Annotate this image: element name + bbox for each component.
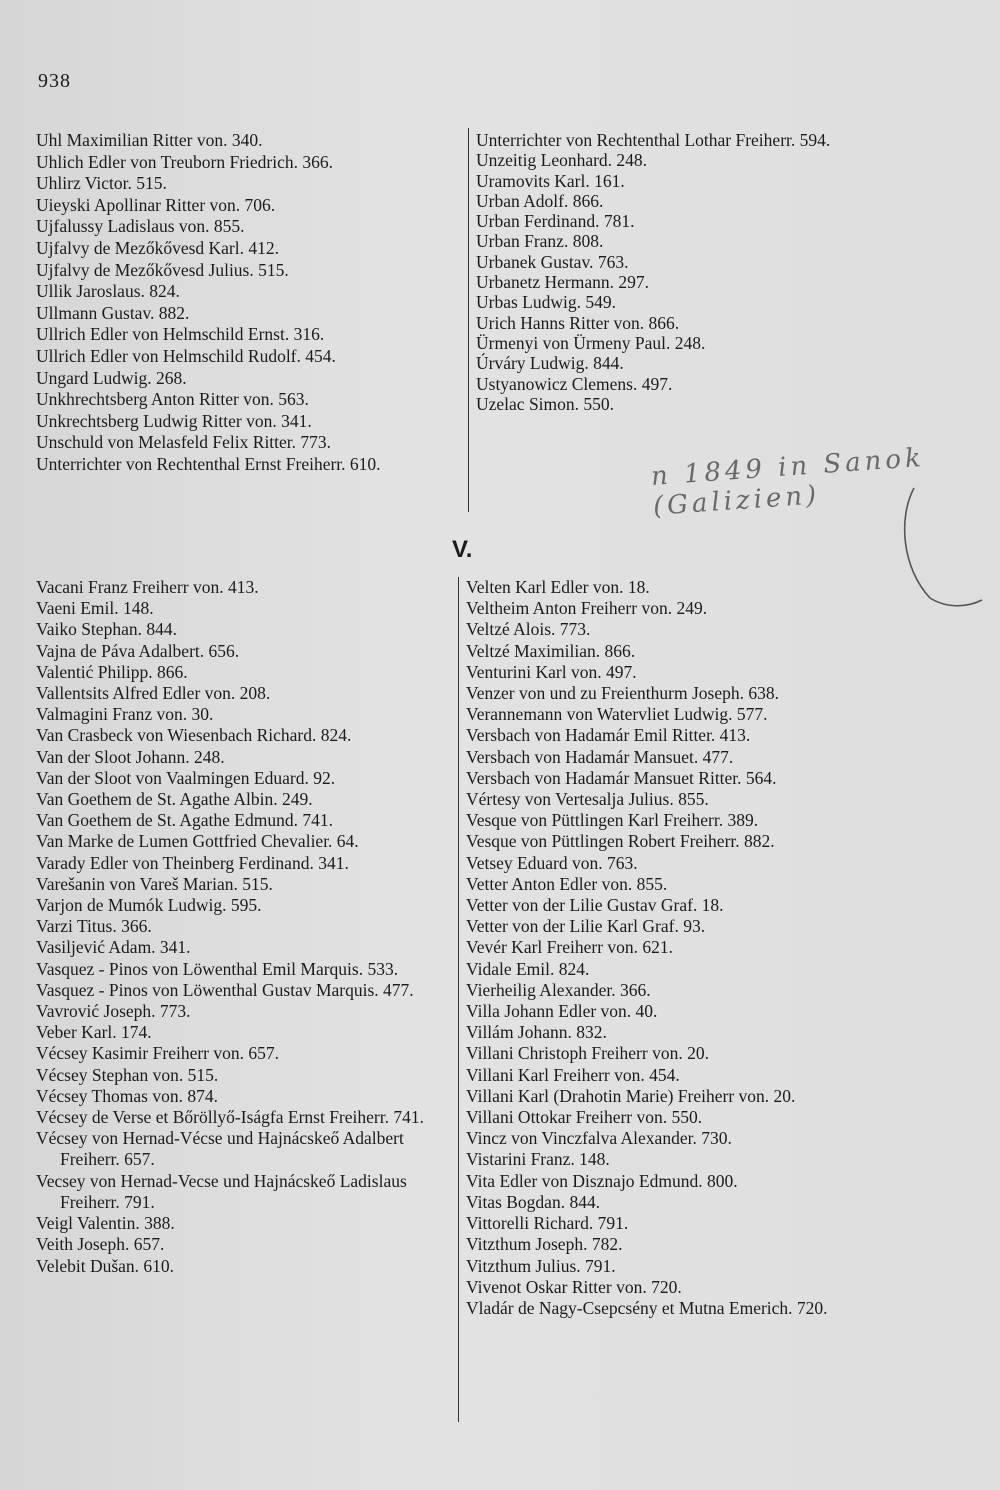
index-entry: Vladár de Nagy-Csepcsény et Mutna Emerich. 720. [466, 1297, 828, 1318]
index-entry: Velebit Dušan. 610. [36, 1255, 175, 1276]
index-entry: Veltheim Anton Freiherr von. 249. [466, 598, 708, 619]
index-entry: Versbach von Hadamár Emil Ritter. 413. [466, 725, 751, 746]
index-entry: Villani Ottokar Freiherr von. 550. [466, 1107, 703, 1128]
index-entry: Uhlirz Victor. 515. [36, 173, 167, 194]
index-entry: Ullrich Edler von Helmschild Ernst. 316. [36, 324, 325, 345]
index-entry: Villani Karl (Drahotin Marie) Freiherr von. 20. [466, 1085, 796, 1106]
index-entry: Urban Adolf. 866. [476, 190, 604, 211]
column-divider-top [468, 128, 469, 512]
index-entry: Ujfalussy Ladislaus von. 855. [36, 216, 245, 237]
index-entry: Vértesy von Vertesalja Julius. 855. [466, 789, 709, 810]
index-entry: Unkhrechtsberg Anton Ritter von. 563. [36, 389, 309, 410]
index-entry: Ujfalvy de Mezőkővesd Karl. 412. [36, 237, 279, 258]
handwritten-annotation: n 1849 in Sanok (Galizien) [650, 442, 926, 522]
index-entry: Vetter von der Lilie Karl Graf. 93. [466, 916, 706, 937]
index-entry: Valentić Philipp. 866. [36, 661, 188, 682]
index-entry: Van Marke de Lumen Gottfried Chevalier. 64. [36, 831, 359, 852]
index-entry: Úrváry Ludwig. 844. [476, 353, 624, 374]
index-entry: Uramovits Karl. 161. [476, 170, 625, 191]
index-entry: Unterrichter von Rechtenthal Ernst Freiherr. 610. [36, 453, 381, 474]
index-entry: Vécsey Kasimir Freiherr von. 657. [36, 1043, 279, 1064]
index-entry: Varešanin von Vareš Marian. 515. [36, 873, 273, 894]
index-entry: Urich Hanns Ritter von. 866. [476, 312, 680, 333]
index-entry: Urban Franz. 808. [476, 231, 604, 252]
index-entry: Vistarini Franz. 148. [466, 1149, 610, 1170]
index-column-bottom-right [466, 577, 896, 1319]
index-entry: Ullmann Gustav. 882. [36, 302, 190, 323]
index-entry: Vitzthum Joseph. 782. [466, 1234, 623, 1255]
page-number: 938 [38, 70, 71, 92]
index-entry: Vivenot Oskar Ritter von. 720. [466, 1276, 682, 1297]
index-column-top-left [36, 130, 461, 476]
index-entry: Ürmenyi von Ürmeny Paul. 248. [476, 332, 706, 353]
index-entry: Urban Ferdinand. 781. [476, 211, 635, 232]
index-entry: Vincz von Vinczfalva Alexander. 730. [466, 1128, 732, 1149]
index-entry: Vajna de Páva Adalbert. 656. [36, 640, 240, 661]
index-entry: Van Goethem de St. Agathe Albin. 249. [36, 789, 313, 810]
index-entry: Veber Karl. 174. [36, 1022, 152, 1043]
index-entry: Veigl Valentin. 388. [36, 1213, 175, 1234]
index-column-top-right [476, 130, 896, 414]
index-entry: Ustyanowicz Clemens. 497. [476, 373, 673, 394]
index-entry: Villa Johann Edler von. 40. [466, 1001, 658, 1022]
index-entry: Uhl Maximilian Ritter von. 340. [36, 130, 263, 150]
index-column-bottom-left [36, 577, 452, 1277]
index-entry: Van Goethem de St. Agathe Edmund. 741. [36, 810, 333, 831]
index-entry: Ujfalvy de Mezőkővesd Julius. 515. [36, 259, 289, 280]
index-entry: Ullrich Edler von Helmschild Rudolf. 454. [36, 345, 336, 366]
index-entry: Venzer von und zu Freienthurm Joseph. 638. [466, 683, 779, 704]
index-entry: Vavrović Joseph. 773. [36, 1001, 191, 1022]
index-entry: Uhlich Edler von Treuborn Friedrich. 366. [36, 151, 333, 172]
index-entry: Villani Karl Freiherr von. 454. [466, 1064, 680, 1085]
index-entry: Vecsey von Hernad-Vecse und Hajnácskeő Ladislaus Freiherr. 791. [36, 1170, 407, 1212]
index-entry: Urbanek Gustav. 763. [476, 251, 629, 272]
index-entry: Veltzé Maximilian. 866. [466, 640, 636, 661]
index-entry: Vittorelli Richard. 791. [466, 1213, 629, 1234]
index-entry: Vesque von Püttlingen Robert Freiherr. 882. [466, 831, 775, 852]
index-entry: Unkrechtsberg Ludwig Ritter von. 341. [36, 410, 312, 431]
index-entry: Unzeitig Leonhard. 248. [476, 150, 648, 171]
index-entry: Veltzé Alois. 773. [466, 619, 591, 640]
index-entry: Veith Joseph. 657. [36, 1234, 165, 1255]
index-entry: Ungard Ludwig. 268. [36, 367, 187, 388]
index-entry: Vasquez - Pinos von Löwenthal Gustav Marquis. 477. [36, 979, 414, 1000]
index-entry: Venturini Karl von. 497. [466, 661, 637, 682]
index-entry: Villani Christoph Freiherr von. 20. [466, 1043, 709, 1064]
index-entry: Vidale Emil. 824. [466, 958, 590, 979]
index-entry: Vitas Bogdan. 844. [466, 1191, 601, 1212]
index-entry: Varzi Titus. 366. [36, 916, 152, 937]
index-entry: Vita Edler von Disznajo Edmund. 800. [466, 1170, 738, 1191]
index-entry: Urbas Ludwig. 549. [476, 292, 616, 313]
index-entry: Vallentsits Alfred Edler von. 208. [36, 683, 271, 704]
index-entry: Vesque von Püttlingen Karl Freiherr. 389. [466, 810, 759, 831]
index-entry: Van der Sloot von Vaalmingen Eduard. 92. [36, 767, 336, 788]
index-entry: Van der Sloot Johann. 248. [36, 746, 225, 767]
index-entry: Vécsey Thomas von. 874. [36, 1085, 218, 1106]
index-entry: Vetsey Eduard von. 763. [466, 852, 638, 873]
index-entry: Varjon de Mumók Ludwig. 595. [36, 895, 262, 916]
column-divider-bottom [458, 577, 459, 1422]
index-entry: Vetter Anton Edler von. 855. [466, 873, 668, 894]
index-entry: Ullik Jaroslaus. 824. [36, 281, 180, 302]
index-entry: Uzelac Simon. 550. [476, 393, 615, 414]
index-entry: Unschuld von Melasfeld Felix Ritter. 773. [36, 432, 332, 453]
index-entry: Vécsey de Verse et Bőröllyő-Iságfa Ernst Freiherr. 741. [36, 1107, 424, 1128]
index-entry: Vasiljević Adam. 341. [36, 937, 191, 958]
index-entry: Vaeni Emil. 148. [36, 598, 154, 619]
index-entry: Versbach von Hadamár Mansuet. 477. [466, 746, 734, 767]
index-entry: Vacani Franz Freiherr von. 413. [36, 577, 259, 597]
index-entry: Velten Karl Edler von. 18. [466, 577, 650, 597]
index-entry: Urbanetz Hermann. 297. [476, 272, 649, 293]
index-entry: Vécsey von Hernad-Vécse und Hajnácskeő Adalbert Freiherr. 657. [36, 1128, 404, 1170]
index-entry: Uieyski Apollinar Ritter von. 706. [36, 194, 276, 215]
index-entry: Unterrichter von Rechtenthal Lothar Freiherr. 594. [476, 130, 831, 150]
index-entry: Vetter von der Lilie Gustav Graf. 18. [466, 895, 724, 916]
index-entry: Vierheilig Alexander. 366. [466, 979, 651, 1000]
index-entry: Villám Johann. 832. [466, 1022, 607, 1043]
index-entry: Varady Edler von Theinberg Ferdinand. 341. [36, 852, 349, 873]
index-entry: Vaiko Stephan. 844. [36, 619, 177, 640]
index-entry: Vevér Karl Freiherr von. 621. [466, 937, 674, 958]
index-entry: Vasquez - Pinos von Löwenthal Emil Marquis. 533. [36, 958, 399, 979]
index-entry: Valmagini Franz von. 30. [36, 704, 214, 725]
index-entry: Vitzthum Julius. 791. [466, 1255, 616, 1276]
index-entry: Verannemann von Watervliet Ludwig. 577. [466, 704, 768, 725]
section-letter: V. [452, 536, 473, 563]
index-entry: Vécsey Stephan von. 515. [36, 1064, 219, 1085]
index-entry: Versbach von Hadamár Mansuet Ritter. 564. [466, 767, 777, 788]
index-entry: Van Crasbeck von Wiesenbach Richard. 824. [36, 725, 352, 746]
